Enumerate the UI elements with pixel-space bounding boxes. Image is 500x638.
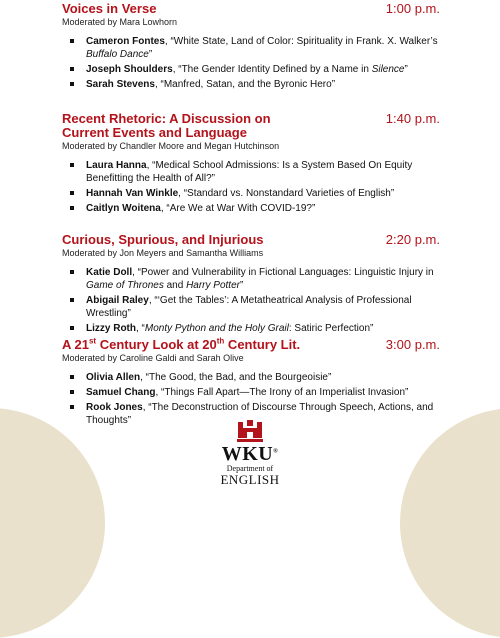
wordmark-text: WKU [221,443,274,465]
talk-title-italic-2: Harry Potter [186,280,240,291]
talk-item [62,35,440,61]
presenter-name: Joseph Shoulders [86,64,173,75]
talk-title-end: ” [239,280,244,291]
session-title-part: A 21 [62,337,89,352]
talk-title: , “‘Get the Tables’: A Metatheatrical Analysis of Professional Wrestling” [86,295,412,319]
session-header [62,112,440,140]
session-time: 3:00 p.m. [385,337,440,352]
talk-title: , “ [136,323,145,334]
talk-item [62,159,440,185]
talk-title: , “The Good, the Bad, and the Bourgeoisie” [140,372,332,383]
talk-item [62,322,440,335]
wku-cupola-icon [237,420,263,442]
department-label: Department of [226,464,274,473]
session-moderator: Moderated by Caroline Galdi and Sarah Olive [62,353,244,363]
session-title [62,112,271,140]
session-title-line-2: Current Events and Language [62,125,247,140]
session-title-line-1: Recent Rhetoric: A Discussion on [62,111,271,126]
talk-list [62,159,440,215]
session-time: 1:40 p.m. [385,111,440,126]
presenter-name: Hannah Van Winkle [86,188,179,199]
talk-title-italic: Game of Thrones [86,280,164,291]
session-time: 2:20 p.m. [385,232,440,247]
session-header [62,338,440,352]
talk-title-end: : Satiric Perfection” [288,323,374,334]
bullet-icon [70,163,74,167]
bullet-icon [70,39,74,43]
presenter-name: Katie Doll [86,267,133,278]
talk-title-italic: Silence [371,64,405,75]
session-time: 1:00 p.m. [385,1,440,16]
bullet-icon [70,270,74,274]
talk-item [62,63,440,76]
talk-title-end: ” [404,64,408,75]
presenter-name: Laura Hanna [86,160,147,171]
talk-item [62,386,440,399]
talk-title: , “White State, Land of Color: Spirituality in Frank. X. Walker’s [164,36,438,47]
ordinal-suffix: th [216,336,225,346]
session-century-look [62,338,440,429]
talk-item [62,371,440,384]
talk-title: , “Are We at War With COVID-19?” [160,203,316,214]
talk-list [62,371,440,427]
session-title [62,338,300,352]
bullet-icon [70,191,74,195]
session-curious-spurious [62,233,440,337]
wku-english-logo [0,420,500,486]
talk-title: , “Standard vs. Nonstandard Varieties of English” [178,188,395,199]
presenter-name: Cameron Fontes [86,36,165,47]
presenter-name: Caitlyn Woitena [86,203,161,214]
talk-title: , “Medical School Admissions: Is a System Based On Equity Benefitting the Health of All?” [86,160,413,184]
bullet-icon [70,206,74,210]
wku-wordmark [0,444,500,464]
talk-item [62,266,440,292]
session-title: Voices in Verse [62,1,157,16]
bullet-icon [70,82,74,86]
session-moderator: Moderated by Jon Meyers and Samantha Williams [62,248,264,258]
talk-title: , “Things Fall Apart—The Irony of an Imperialist Invasion” [155,387,409,398]
talk-title-end: ” [148,49,153,60]
bullet-icon [70,405,74,409]
bullet-icon [70,298,74,302]
bullet-icon [70,326,74,330]
talk-title-mid: and [163,280,187,291]
talk-item [62,78,440,91]
talk-list [62,266,440,335]
ordinal-suffix: st [88,336,97,346]
talk-title: , “Power and Vulnerability in Fictional Languages: Linguistic Injury in [132,267,434,278]
talk-title-italic: Buffalo Dance [86,49,149,60]
session-title-part: Century Lit. [224,337,301,352]
talk-title: , “The Gender Identity Defined by a Name in [172,64,372,75]
talk-title: , “The Deconstruction of Discourse Through Speech, Actions, and Thoughts” [86,402,434,426]
department-name: ENGLISH [220,472,280,487]
presenter-name: Rook Jones [86,402,143,413]
talk-title-italic: Monty Python and the Holy Grail [144,323,289,334]
talk-title: , “Manfred, Satan, and the Byronic Hero” [154,79,336,90]
presenter-name: Olivia Allen [86,372,141,383]
session-title-part: Century Look at 20 [96,337,217,352]
presenter-name: Lizzy Roth [86,323,136,334]
talk-item [62,202,440,215]
session-voices-in-verse [62,2,440,93]
presenter-name: Sarah Stevens [86,79,155,90]
bullet-icon [70,67,74,71]
presenter-name: Abigail Raley [86,295,149,306]
session-header [62,2,440,16]
session-title: Curious, Spurious, and Injurious [62,232,264,247]
session-header [62,233,440,247]
presenter-name: Samuel Chang [86,387,156,398]
registered-mark: ® [273,448,279,455]
session-moderator: Moderated by Chandler Moore and Megan Hutchinson [62,141,280,151]
talk-item [62,187,440,200]
bullet-icon [70,375,74,379]
talk-item [62,294,440,320]
session-recent-rhetoric [62,112,440,217]
talk-list [62,35,440,91]
session-moderator: Moderated by Mara Lowhorn [62,17,178,27]
bullet-icon [70,390,74,394]
